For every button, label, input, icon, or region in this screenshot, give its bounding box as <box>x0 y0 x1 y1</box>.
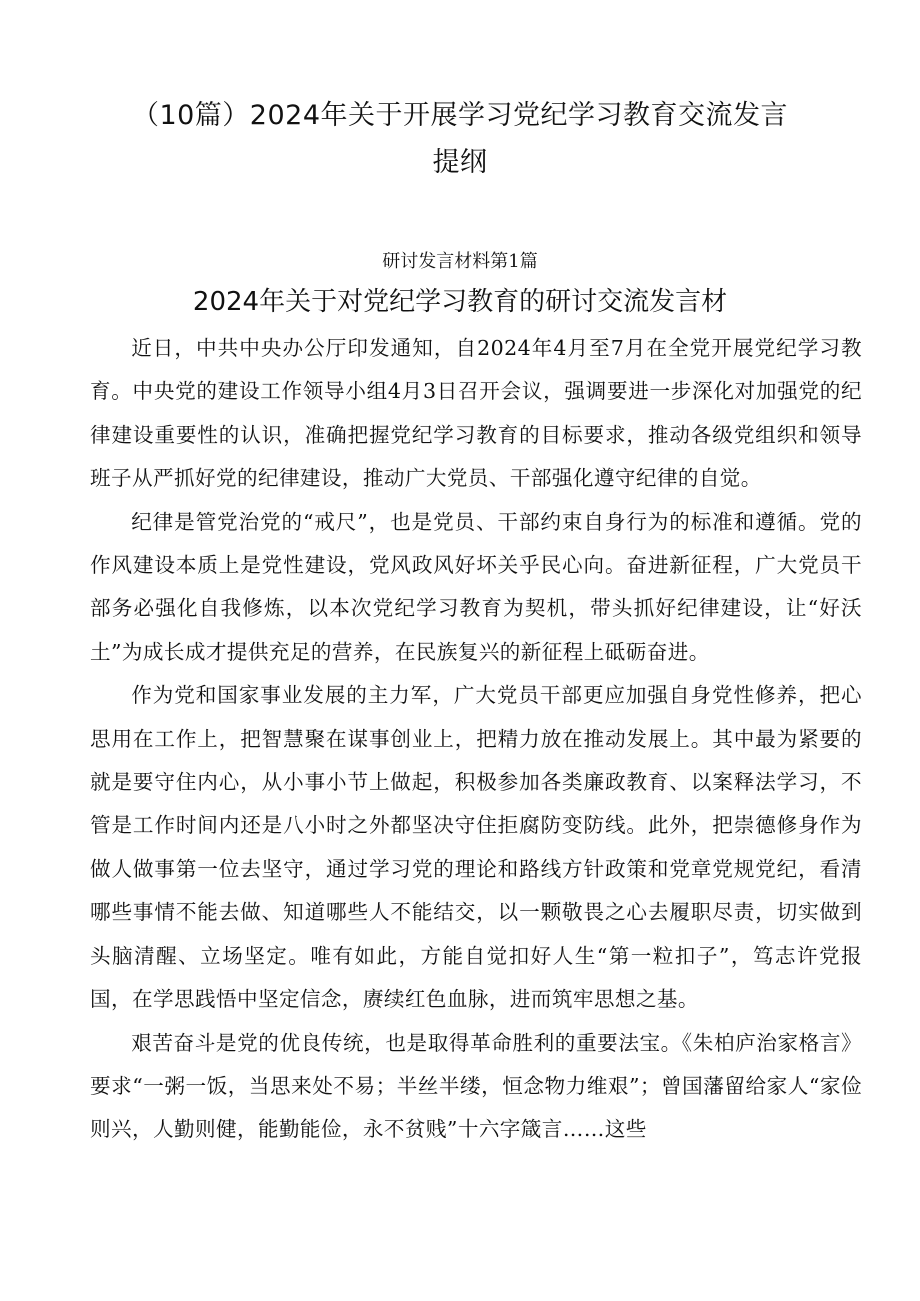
body-paragraph: 近日，中共中央办公厅印发通知，自2024年4月至7月在全党开展党纪学习教育。中央党的建设工作领导小组4月3日召开会议，强调要进一步深化对加强党的纪律建设重要性的认识，准确把握党纪学习教育的目标要求，推动各级党组织和领导班子从严抓好党的纪律建设，推动广大党员、干部强化遵守纪律的自觉。 <box>90 336 862 491</box>
section-label: 研讨发言材料第1篇 <box>382 251 538 272</box>
document-body <box>90 327 862 1152</box>
body-paragraph: 作为党和国家事业发展的主力军，广大党员干部更应加强自身党性修养，把心思用在工作上，把智慧聚在谋事创业上，把精力放在推动发展上。其中最为紧要的就是要守住内心，从小事小节上做起，积极参加各类廉政教育、以案释法学习，不管是工作时间内还是八小时之外都坚决守住拒腐防变防线。此外，把崇德修身作为做人做事第一位去坚守，通过学习党的理论和路线方针政策和党章党规党纪，看清哪些事情不能去做、知道哪些人不能结交，以一颗敬畏之心去履职尽责，切实做到头脑清醒、立场坚定。唯有如此，方能自觉扣好人生“第一粒扣子”，笃志许党报国，在学思践悟中坚定信念，赓续红色血脉，进而筑牢思想之基。 <box>90 683 862 1012</box>
document-title-line-2: 提纲 <box>432 147 488 178</box>
body-paragraph: 纪律是管党治党的“戒尺”，也是党员、干部约束自身行为的标准和遵循。党的作风建设本质上是党性建设，党风政风好坏关乎民心向。奋进新征程，广大党员干部务必强化自我修炼，以本次党纪学习教育为契机，带头抓好纪律建设，让“好沃土”为成长成才提供充足的营养，在民族复兴的新征程上砥砺奋进。 <box>90 509 862 664</box>
document-title-line-1: （10篇）2024年关于开展学习党纪学习教育交流发言 <box>131 100 789 131</box>
section-title: 2024年关于对党纪学习教育的研讨交流发言材 <box>192 287 728 317</box>
body-paragraph: 艰苦奋斗是党的优良传统，也是取得革命胜利的重要法宝。《朱柏庐治家格言》要求“一粥一饭，当思来处不易；半丝半缕，恒念物力维艰”；曾国藩留给家人“家俭则兴，人勤则健，能勤能俭，永不贫贱”十六字箴言……这些 <box>90 1030 862 1142</box>
document-title <box>100 92 820 186</box>
